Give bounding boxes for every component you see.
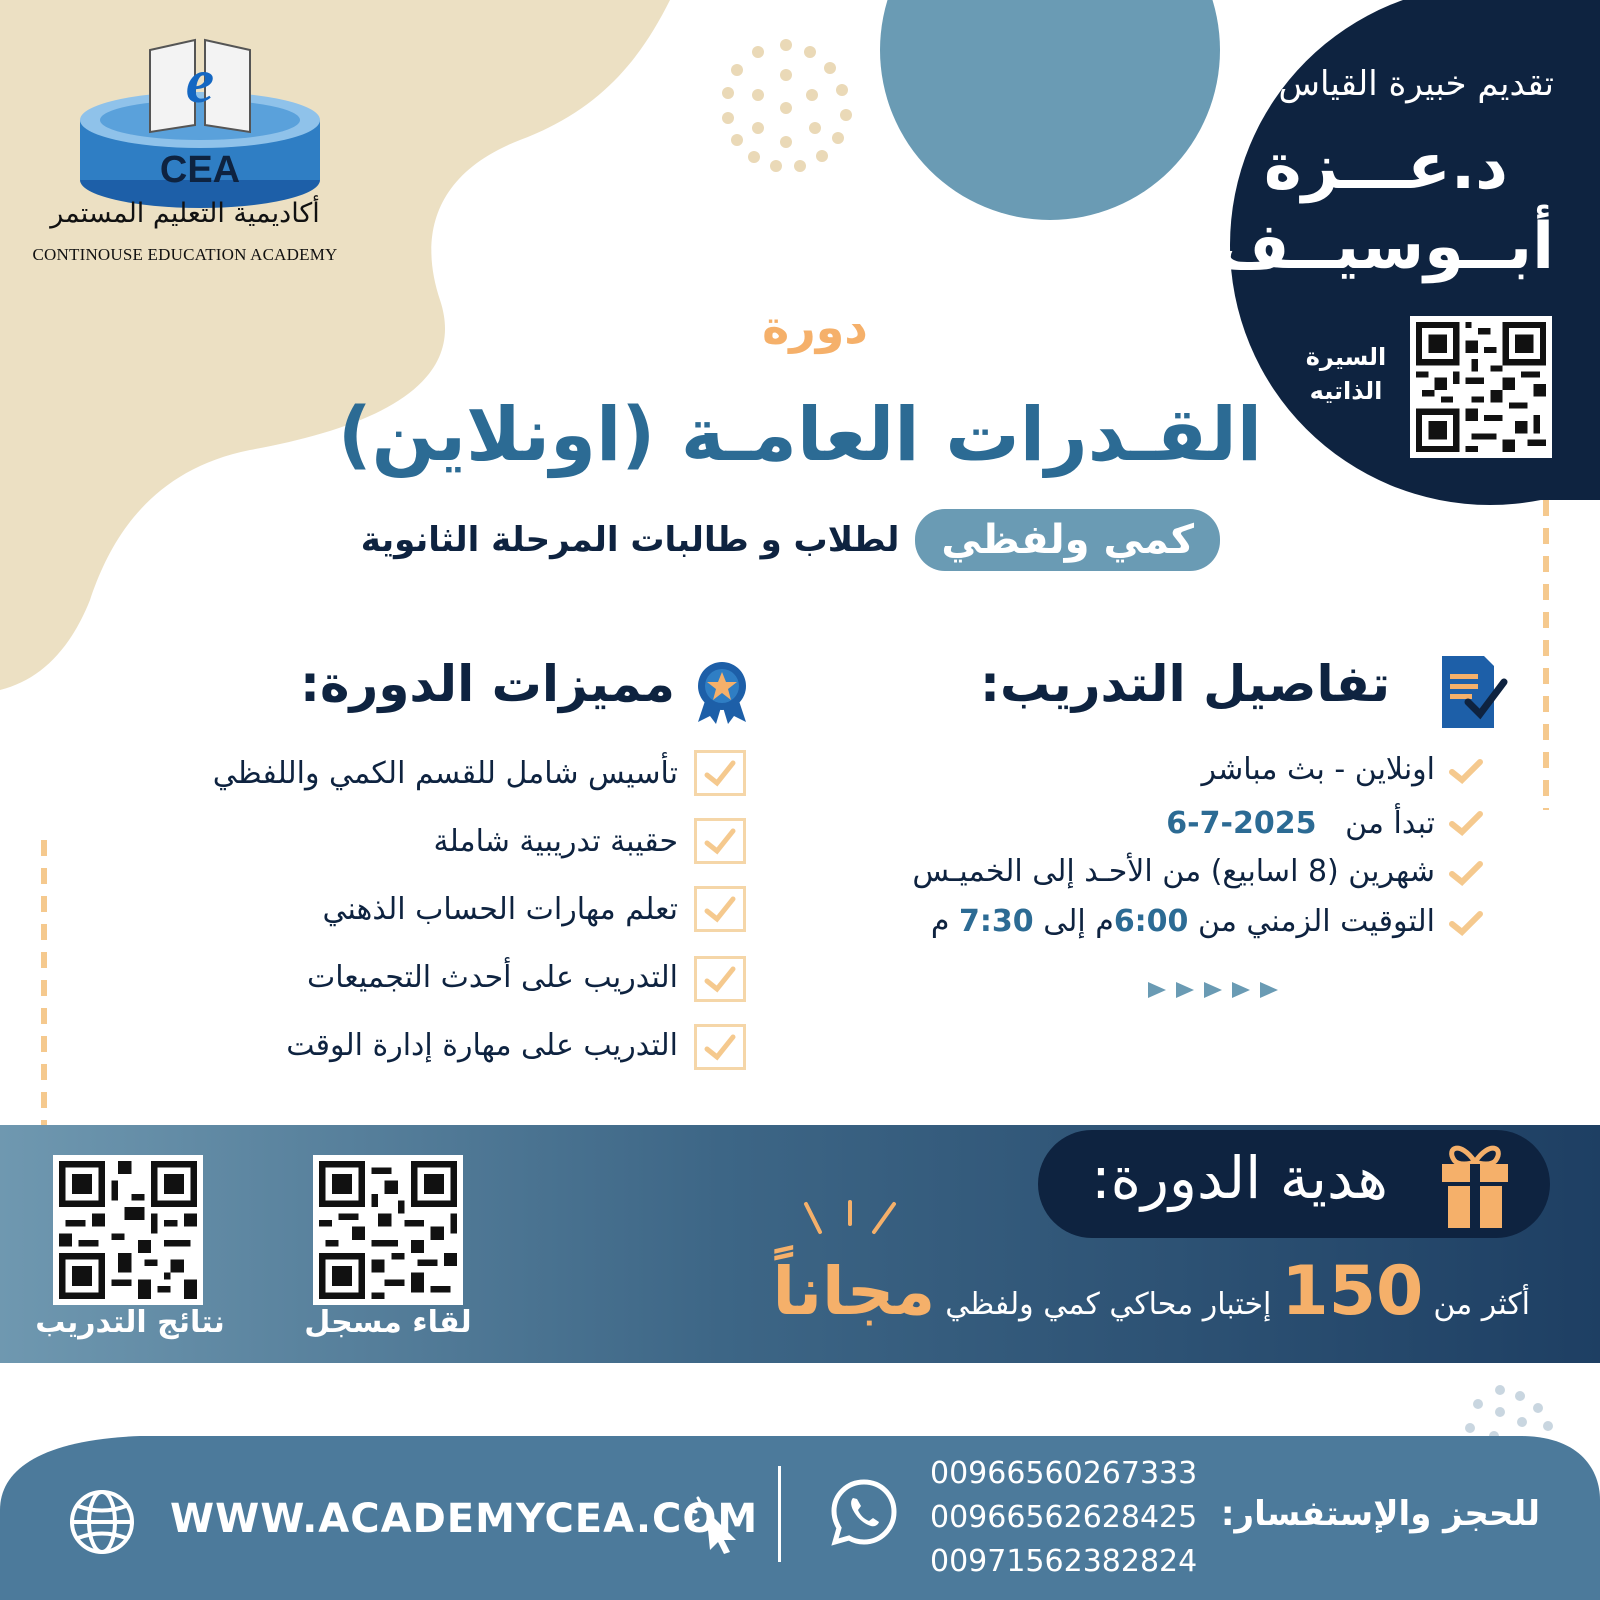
globe-icon [66, 1486, 138, 1558]
feature-item: تأسيس شامل للقسم الكمي واللفظي [212, 756, 678, 791]
session-qr-code-icon[interactable] [313, 1155, 463, 1305]
gift-count: 150 [1281, 1252, 1424, 1331]
check-icon [1448, 808, 1484, 838]
feature-item: تعلم مهارات الحساب الذهني [322, 892, 678, 927]
results-qr-code-icon[interactable] [53, 1155, 203, 1305]
detail-time-from: 6:00 [1113, 904, 1189, 939]
presenter-label: تقديم خبيرة القياس: [1267, 64, 1554, 104]
detail-time-suffix: م [930, 904, 950, 939]
feature-item: حقيبة تدريبية شاملة [433, 824, 678, 859]
whatsapp-icon[interactable] [828, 1476, 900, 1548]
presenter-name-line1: د.عـــزة [1263, 130, 1508, 204]
feature-checkbox-icon [694, 750, 746, 796]
course-audience: لطلاب و طالبات المرحلة الثانوية [360, 520, 900, 560]
course-subtitle-row [300, 500, 1220, 580]
detail-duration: شهرين (8 اسابيع) من الأحـد إلى الخميـس [912, 854, 1435, 889]
footer-divider [778, 1466, 781, 1562]
cv-label: السيرة الذاتيه [1305, 343, 1387, 405]
detail-start-label: تبدأ من [1345, 806, 1435, 841]
gift-prefix: أكثر من [1433, 1287, 1530, 1322]
detail-mode: اونلاين - بث مباشر [1201, 752, 1435, 787]
cv-qr-code-icon[interactable] [1410, 316, 1552, 458]
academy-name-ar: أكاديمية التعليم المستمر [50, 198, 320, 229]
course-type-pill: كمي ولفظي [915, 509, 1220, 571]
website-link[interactable]: WWW.ACADEMYCEA.COM [170, 1496, 759, 1542]
sparks-decoration [800, 1200, 900, 1240]
arrows-decoration [1148, 978, 1288, 1002]
session-qr-label: لقاء مسجل [304, 1305, 472, 1340]
detail-time-to: 7:30 [959, 904, 1034, 939]
presenter-name-line2: أبــوسيــف [1215, 210, 1554, 284]
document-check-icon [1438, 652, 1508, 732]
check-icon [1448, 908, 1484, 938]
feature-checkbox-icon [694, 956, 746, 1002]
academy-name-en: CONTINOUSE EDUCATION ACADEMY [32, 245, 338, 264]
feature-checkbox-icon [694, 1024, 746, 1070]
detail-time-mid: م إلى [1043, 904, 1114, 939]
gift-offer [772, 1252, 1530, 1331]
feature-checkbox-icon [694, 886, 746, 932]
course-word: دورة [762, 300, 868, 354]
detail-time-prefix: التوقيت الزمني من [1197, 904, 1435, 939]
academy-logo [20, 20, 350, 270]
phone-number[interactable]: 00966560267333 [930, 1456, 1198, 1491]
detail-start-date: 6-7-2025 [1166, 806, 1317, 841]
check-icon [1448, 756, 1484, 786]
gift-description: إختبار محاكي كمي ولفظي [945, 1287, 1272, 1322]
star-badge-icon [692, 660, 752, 724]
features-heading: مميزات الدورة: [300, 655, 675, 713]
logo-letter: e [185, 45, 215, 116]
feature-item: التدريب على أحدث التجميعات [306, 960, 678, 995]
results-qr-label: نتائج التدريب [35, 1305, 225, 1340]
check-icon [1448, 858, 1484, 888]
gift-icon [1440, 1140, 1510, 1230]
details-heading: تفاصيل التدريب: [980, 655, 1390, 713]
feature-checkbox-icon [694, 818, 746, 864]
gift-heading: هدية الدورة: [1091, 1144, 1388, 1212]
detail-start [1166, 806, 1435, 841]
booking-label: للحجز والإستفسار: [1220, 1494, 1540, 1534]
detail-time [931, 904, 1435, 939]
logo-text: CEA [159, 149, 241, 191]
phone-number[interactable]: 00966562628425 [930, 1500, 1198, 1535]
feature-item: التدريب على مهارة إدارة الوقت [286, 1028, 678, 1063]
course-title: القـدرات العامـة (اونلاين) [337, 392, 1263, 478]
phone-number[interactable]: 00971562382824 [930, 1544, 1198, 1579]
gift-free-label: مجاناً [772, 1253, 936, 1330]
